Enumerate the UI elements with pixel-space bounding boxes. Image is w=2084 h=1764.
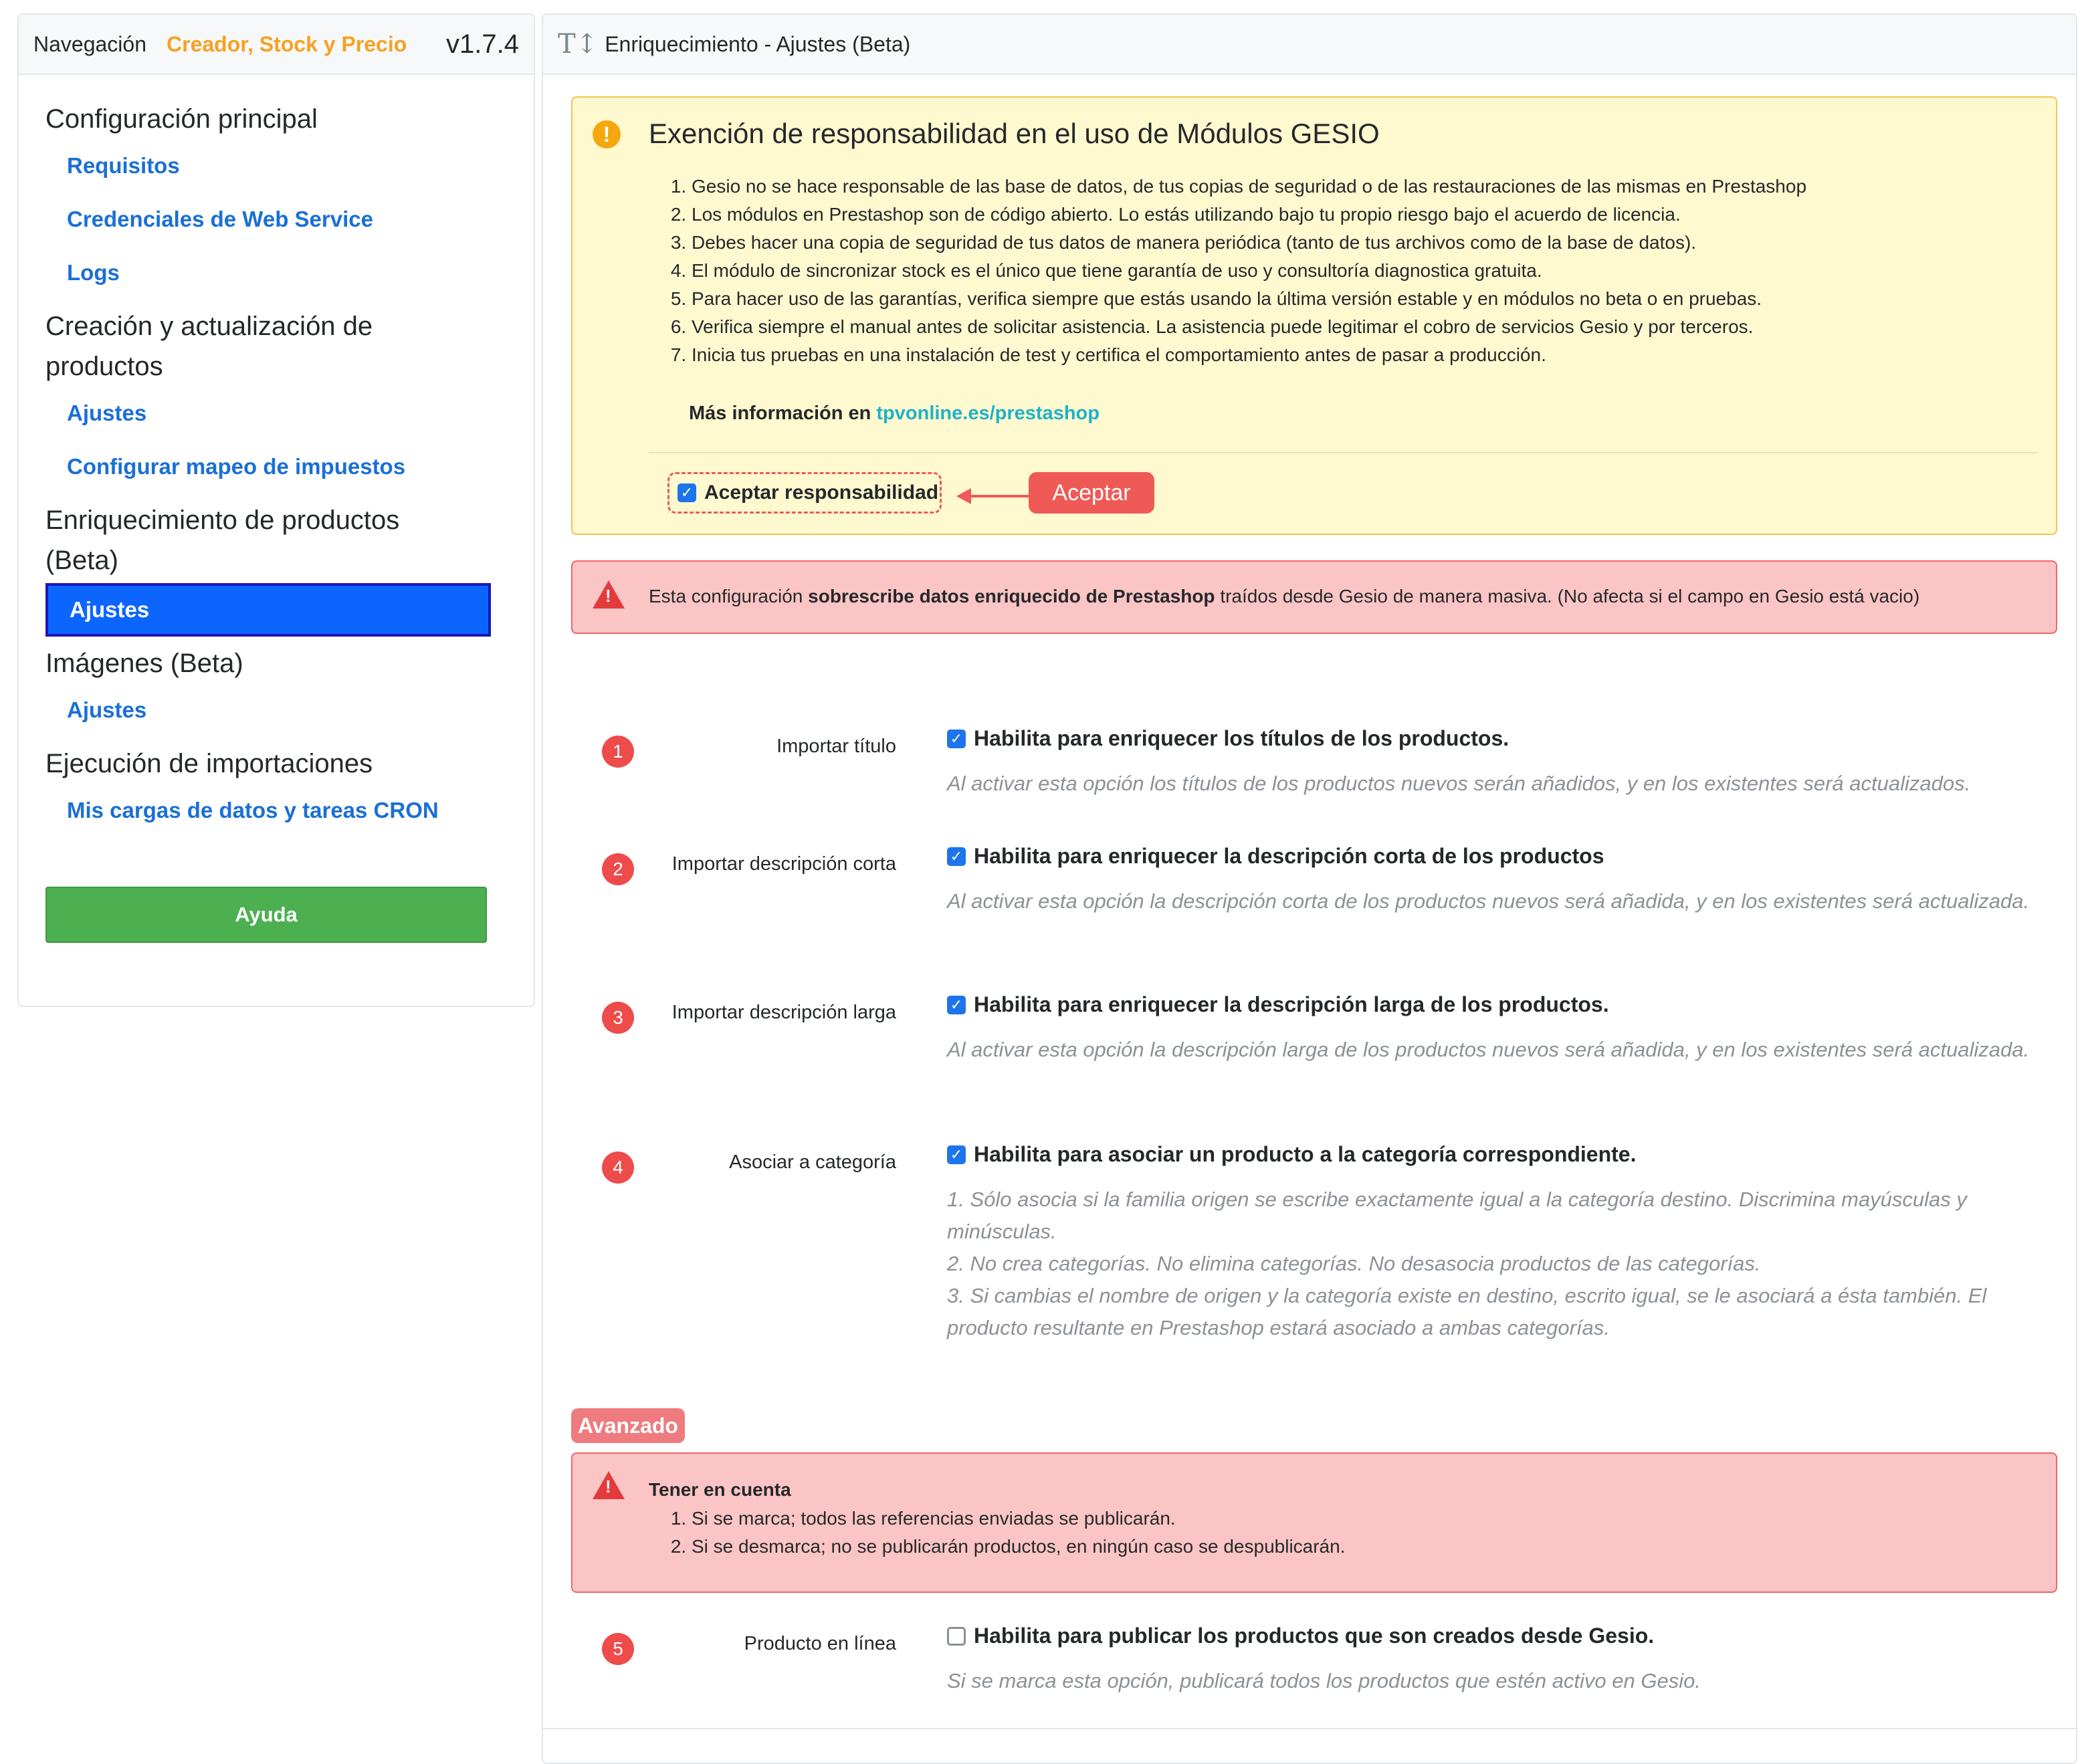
- option-check-label: Habilita para enriquecer la descripción corta de los productos: [974, 844, 1604, 868]
- option-check-label: Habilita para enriquecer los títulos de los productos.: [974, 726, 1509, 750]
- advanced-alert-head: Tener en cuenta: [649, 1479, 791, 1500]
- checkbox-checked-icon[interactable]: ✓: [947, 730, 966, 748]
- step-2-badge: 2: [602, 853, 634, 885]
- sidebar-link-cargas-cron[interactable]: Mis cargas de datos y tareas CRON: [67, 798, 439, 822]
- sidebar-nav-label: Navegación: [33, 31, 146, 56]
- help-line: 3. Si cambias el nombre de origen y la categoría existe en destino, escrito igual, se le asociará a ésta también. El producto resultante en Prestashop estará asociado a ambas categorías.: [947, 1284, 1987, 1339]
- page-title: Enriquecimiento - Ajustes (Beta): [605, 31, 911, 56]
- help-line: 1. Sólo asocia si la familia origen se escribe exactamente igual a la categoría destino. Discrimina mayúsculas y minúsculas.: [947, 1188, 1967, 1243]
- divider: [649, 452, 2037, 453]
- checkbox-checked-icon[interactable]: ✓: [947, 996, 966, 1014]
- more-info-link[interactable]: tpvonline.es/prestashop: [876, 403, 1100, 424]
- disclaimer-item: 2. Los módulos en Prestashop son de código abierto. Lo estás utilizando bajo tu propio riesgo bajo el acuerdo de licencia.: [692, 201, 2040, 229]
- panel-footer-divider: [543, 1728, 2076, 1729]
- disclaimer-list: [675, 173, 2040, 369]
- sidebar-link-imagenes-ajustes[interactable]: Ajustes: [67, 697, 147, 722]
- step-4-badge: 4: [602, 1151, 634, 1184]
- sidebar-header: [19, 15, 534, 75]
- main-panel: [542, 13, 2077, 1764]
- warning-triangle-icon: !: [593, 1471, 625, 1499]
- option-help-titulo: Al activar esta opción los títulos de los productos nuevos serán añadidos, y en los existentes será actualizados.: [947, 772, 1971, 795]
- sidebar-link-enriquecimiento-ajustes[interactable]: Ajustes: [45, 583, 491, 637]
- option-help-producto-linea: Si se marca esta opción, publicará todos los productos que estén activo en Gesio.: [947, 1669, 1701, 1692]
- sidebar: [17, 13, 535, 1007]
- advanced-alert-list: [675, 1505, 1345, 1561]
- sidebar-link-creacion-ajustes[interactable]: Ajustes: [67, 401, 147, 425]
- option-checkbox-categoria[interactable]: [947, 1142, 1636, 1167]
- section-ejecucion: Ejecución de importaciones: [45, 749, 373, 778]
- exclamation-icon: !: [593, 120, 621, 148]
- step-5-badge: 5: [602, 1633, 634, 1665]
- more-info: [689, 403, 1100, 425]
- option-help-desc-larga: Al activar esta opción la descripción larga de los productos nuevos será añadida, y en los existentes será actualizada.: [947, 1038, 2030, 1061]
- option-check-label: Habilita para enriquecer la descripción larga de los productos.: [974, 992, 1609, 1016]
- option-checkbox-producto-linea[interactable]: [947, 1624, 1654, 1648]
- checkbox-checked-icon[interactable]: ✓: [947, 847, 966, 866]
- disclaimer-item: 7. Inicia tus pruebas en una instalación de test y certifica el comportamiento antes de pasar a producción.: [692, 341, 2040, 369]
- advanced-alert: [571, 1452, 2057, 1593]
- option-label-titulo: Importar título: [776, 736, 896, 757]
- text-height-icon: T↕: [558, 29, 599, 60]
- disclaimer-title: Exención de responsabilidad en el uso de Módulos GESIO: [649, 118, 1380, 149]
- option-check-label: Habilita para publicar los productos que son creados desde Gesio.: [974, 1624, 1655, 1648]
- sidebar-link-requisitos[interactable]: Requisitos: [67, 153, 180, 178]
- option-label-desc-corta: Importar descripción corta: [671, 853, 896, 875]
- help-line: 2. No crea categorías. No elimina categorías. No desasocia productos de las categorías.: [947, 1252, 1761, 1275]
- option-label-producto-linea: Producto en línea: [744, 1633, 896, 1654]
- version-label: v1.7.4: [446, 29, 519, 59]
- step-1-badge: 1: [602, 736, 634, 768]
- accept-annotation: Aceptar: [1029, 472, 1154, 514]
- option-checkbox-desc-larga[interactable]: [947, 992, 1609, 1017]
- advanced-badge: Avanzado: [571, 1408, 685, 1443]
- section-imagenes: Imágenes (Beta): [45, 649, 243, 678]
- sidebar-link-credenciales[interactable]: Credenciales de Web Service: [67, 207, 373, 231]
- option-checkbox-desc-corta[interactable]: [947, 844, 1604, 869]
- overwrite-alert-text: Esta configuración sobrescribe datos enriquecido de Prestashop traídos desde Gesio de manera masiva. (No afecta si el campo en Gesio está vacio): [649, 586, 1920, 607]
- arrow-line: [967, 495, 1029, 498]
- warning-triangle-icon: !: [593, 580, 625, 609]
- main-header: [543, 15, 2076, 75]
- help-button[interactable]: Ayuda: [45, 887, 487, 943]
- section-enriquecimiento: Enriquecimiento de productos (Beta): [45, 506, 400, 575]
- checkbox-checked-icon[interactable]: ✓: [678, 483, 696, 502]
- section-config-principal: Configuración principal: [45, 104, 318, 134]
- disclaimer-item: 5. Para hacer uso de las garantías, verifica siempre que estás usando la última versión estable y en módulos no beta o en pruebas.: [692, 285, 2040, 313]
- step-3-badge: 3: [602, 1002, 634, 1034]
- sidebar-link-mapeo-impuestos[interactable]: Configurar mapeo de impuestos: [67, 454, 406, 479]
- disclaimer-item: 1. Gesio no se hace responsable de las base de datos, de tus copias de seguridad o de las restauraciones de las mismas en Prestashop: [692, 173, 2040, 201]
- advanced-alert-item: 1. Si se marca; todos las referencias enviadas se publicarán.: [692, 1505, 1345, 1533]
- accept-responsibility-checkbox[interactable]: [667, 472, 942, 514]
- checkbox-checked-icon[interactable]: ✓: [947, 1145, 966, 1164]
- more-info-prefix: Más información en: [689, 403, 871, 424]
- disclaimer-item: 4. El módulo de sincronizar stock es el único que tiene garantía de uso y consultoría diagnostica gratuita.: [692, 257, 2040, 285]
- disclaimer-item: 6. Verifica siempre el manual antes de solicitar asistencia. La asistencia puede legitimar el cobro de servicios Gesio y por terceros.: [692, 313, 2040, 341]
- option-help-categoria: [947, 1184, 2051, 1344]
- checkbox-unchecked-icon[interactable]: [947, 1627, 966, 1646]
- sidebar-link-logs[interactable]: Logs: [67, 260, 120, 285]
- disclaimer-panel: [571, 96, 2057, 535]
- option-help-desc-corta: Al activar esta opción la descripción corta de los productos nuevos será añadida, y en los existentes será actualizada.: [947, 889, 2030, 913]
- accept-responsibility-label: Aceptar responsabilidad: [704, 481, 939, 504]
- overwrite-alert: [571, 560, 2057, 634]
- sidebar-brand: Creador, Stock y Precio: [167, 31, 407, 56]
- option-label-desc-larga: Importar descripción larga: [671, 1002, 896, 1023]
- option-label-categoria: Asociar a categoría: [729, 1151, 896, 1173]
- section-creacion: Creación y actualización de productos: [45, 312, 373, 381]
- advanced-alert-item: 2. Si se desmarca; no se publicarán productos, en ningún caso se despublicarán.: [692, 1533, 1345, 1561]
- option-checkbox-titulo[interactable]: [947, 726, 1509, 751]
- disclaimer-item: 3. Debes hacer una copia de seguridad de tus datos de manera periódica (tanto de tus archivos como de la base de datos).: [692, 229, 2040, 257]
- option-check-label: Habilita para asociar un producto a la categoría correspondiente.: [974, 1142, 1637, 1166]
